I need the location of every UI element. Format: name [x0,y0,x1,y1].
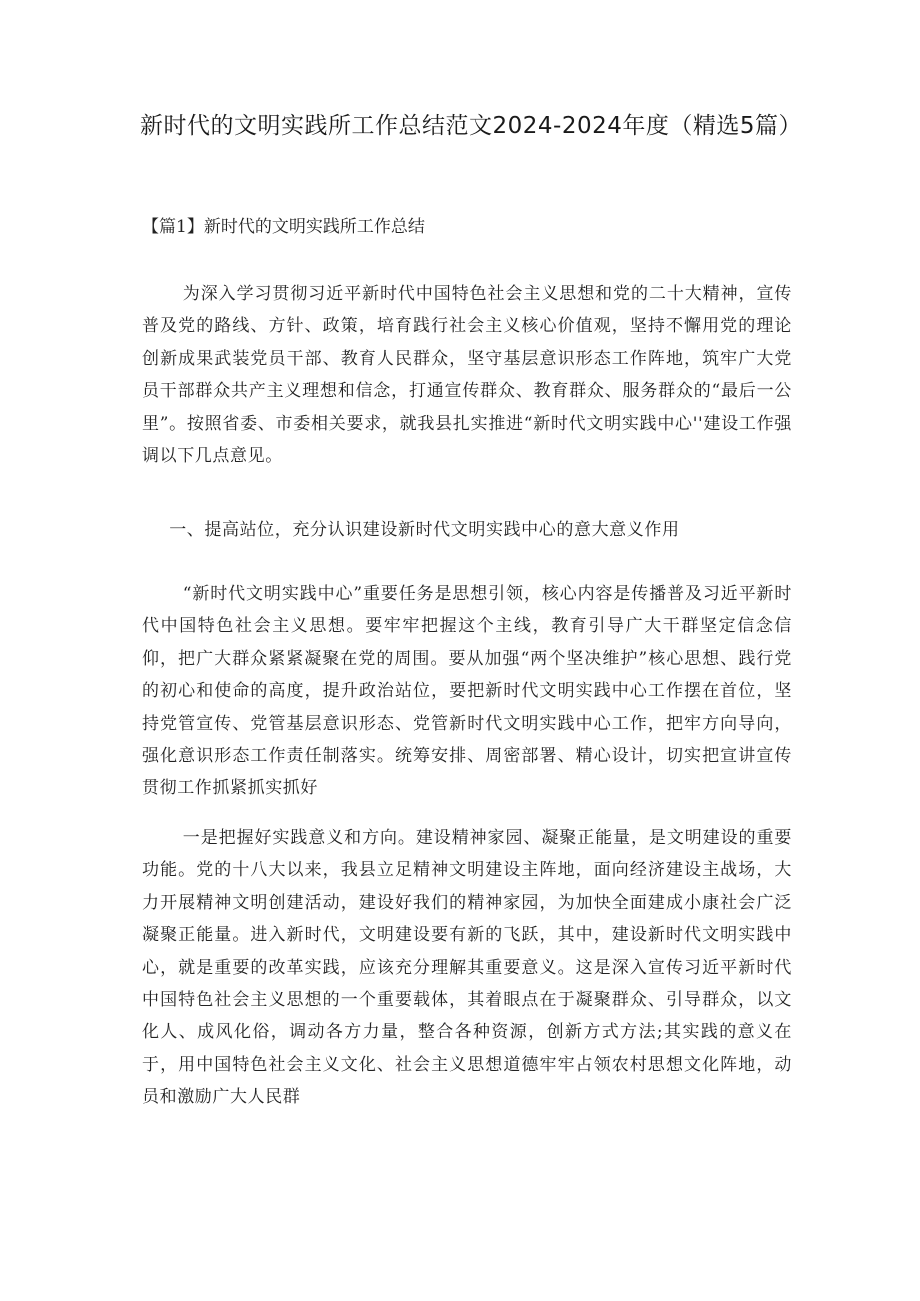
paragraph-practice-meaning: 一是把握好实践意义和方向。建设精神家园、凝聚正能量，是文明建设的重要功能。党的十八大以来，我县立足精神文明建设主阵地，面向经济建设主战场，大力开展精神文明创建活动，建设好我们的精神家园，为加快全面建成小康社会广泛凝聚正能量。进入新时代，文明建设要有新的飞跃，其中，建设新时代文明实践中心，就是重要的改革实践，应该充分理解其重要意义。这是深入宣传习近平新时代中国特色社会主义思想的一个重要载体，其着眼点在于凝聚群众、引导群众，以文化人、成风化俗，调动各方力量，整合各种资源，创新方式方法;其实践的意义在于，用中国特色社会主义文化、社会主义思想道德牢牢占领农村思想文化阵地，动员和激励广大人民群 [142,828,792,1108]
section-heading: 【篇1】新时代的文明实践所工作总结 [142,217,425,237]
paragraph-intro: 为深入学习贯彻习近平新时代中国特色社会主义思想和党的二十大精神，宣传普及党的路线、方针、政策，培育践行社会主义核心价值观，坚持不懈用党的理论创新成果武装党员干部、教育人民群众，坚守基层意识形态工作阵地，筑牢广大党员干部群众共产主义理想和信念，打通宣传群众、教育群众、服务群众的“最后一公里”。按照省委、市委相关要求，就我县扎实推进“新时代文明实践中心''建设工作强调以下几点意见。 [142,284,792,467]
subheading-one: 一、提高站位，充分认识建设新时代文明实践中心的意大意义作用 [169,520,680,540]
paragraph-positioning: “新时代文明实践中心”重要任务是思想引领，核心内容是传播普及习近平新时代中国特色社会主义思想。要牢牢把握这个主线，教育引导广大干群坚定信念信仰，把广大群众紧紧凝聚在党的周围。要从加强“两个坚决维护”核心思想、践行党的初心和使命的高度，提升政治站位，要把新时代文明实践中心工作摆在首位，坚持党管宣传、党管基层意识形态、党管新时代文明实践中心工作，把牢方向导向，强化意识形态工作责任制落实。统筹安排、周密部署、精心设计，切实把宣讲宣传贯彻工作抓紧抓实抓好 [142,584,792,799]
document-title: 新时代的文明实践所工作总结范文2024-2024年度（精选5篇） [140,113,802,139]
